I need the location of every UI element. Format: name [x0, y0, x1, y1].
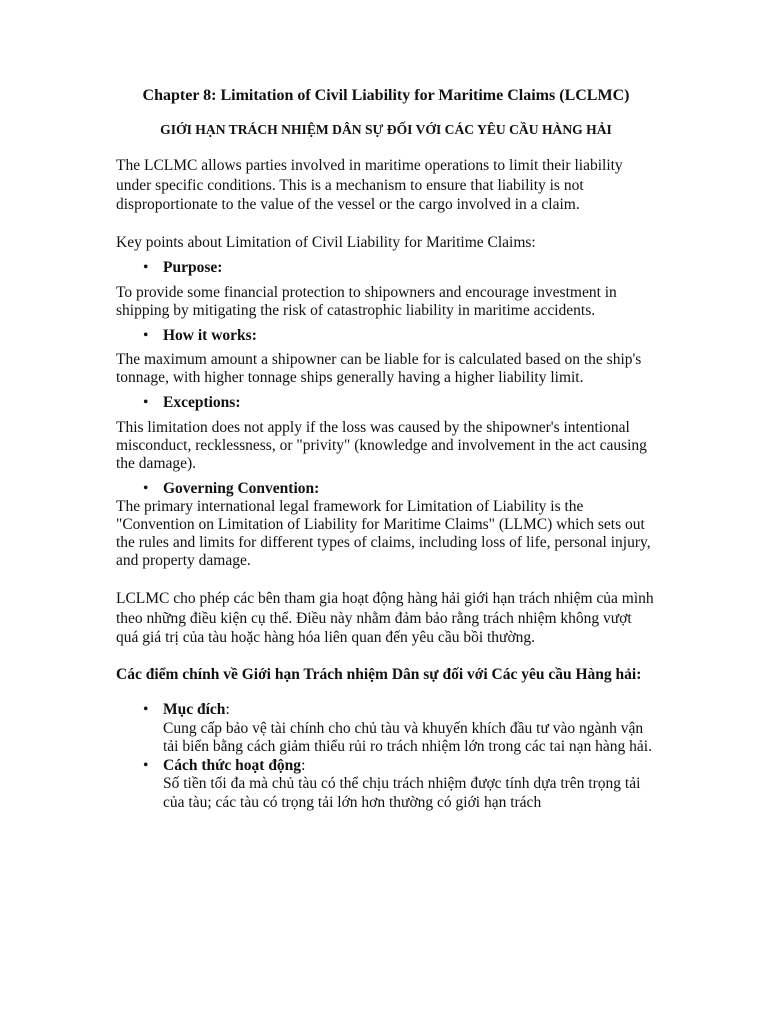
section-governing-convention-bullet	[116, 479, 656, 499]
key-points-heading: Key points about Limitation of Civil Liability for Maritime Claims:	[116, 233, 536, 251]
vn-item-body: Số tiền tối đa mà chủ tàu có thể chịu trách nhiệm được tính dựa trên trọng tải của tàu; các tàu có trọng tải lớn hơn thường có giới hạn trách	[163, 775, 641, 811]
list-item	[116, 757, 656, 813]
list-item	[116, 701, 656, 757]
section-heading: • How it works:	[116, 326, 656, 346]
vn-key-points-heading: Các điểm chính về Giới hạn Trách nhiệm Dân sự đối với Các yêu cầu Hàng hải:	[116, 665, 642, 683]
section-body: This limitation does not apply if the loss was caused by the shipowner's intentional misconduct, recklessness, or "privity" (knowledge and involvement in the act causing the damage).	[116, 418, 647, 472]
vn-intro-paragraph: LCLMC cho phép các bên tham gia hoạt động hàng hải giới hạn trách nhiệm của mình theo những điều kiện cụ thể. Điều này nhằm đảm bảo rằng trách nhiệm không vượt quá giá trị của tàu hoặc hàng hóa liên quan đến yêu cầu bồi thường.	[116, 590, 654, 646]
intro-paragraph: The LCLMC allows parties involved in maritime operations to limit their liability under specific conditions. This is a mechanism to ensure that liability is not disproportionate to the value of the vessel or the cargo involved in a claim.	[116, 157, 623, 213]
vn-list	[116, 701, 656, 812]
label-colon: :	[301, 756, 306, 774]
document-title: Chapter 8: Limitation of Civil Liability for Maritime Claims (LCLMC)	[142, 87, 630, 104]
section-how-it-works-bullet	[116, 326, 656, 346]
vn-item-label: Cách thức hoạt động	[163, 756, 302, 774]
document-page	[116, 86, 656, 812]
document-subtitle: GIỚI HẠN TRÁCH NHIỆM DÂN SỰ ĐỐI VỚI CÁC YÊU CẦU HÀNG HẢI	[160, 122, 612, 137]
section-body: To provide some financial protection to shipowners and encourage investment in shipping by mitigating the risk of catastrophic liability in maritime accidents.	[116, 283, 617, 319]
vn-item-body: Cung cấp bảo vệ tài chính cho chủ tàu và khuyến khích đầu tư vào ngành vận tải biển bằng cách giảm thiểu rủi ro trách nhiệm lớn trong các tai nạn hàng hải.	[163, 719, 652, 755]
section-body: The maximum amount a shipowner can be liable for is calculated based on the ship's tonnage, with higher tonnage ships generally having a higher liability limit.	[116, 351, 642, 386]
section-heading: • Purpose:	[116, 258, 656, 278]
section-body: The primary international legal framework for Limitation of Liability is the "Convention on Limitation of Liability for Maritime Claims" (LLMC) which sets out the rules and limits for different types of claims, including loss of life, personal injury, and property damage.	[116, 498, 651, 569]
section-exceptions-bullet	[116, 393, 656, 413]
vn-item-label: Mục đích	[163, 701, 226, 718]
section-heading: • Governing Convention:	[116, 479, 656, 499]
section-heading: • Exceptions:	[116, 393, 656, 413]
label-colon: :	[225, 701, 230, 718]
section-purpose-bullet	[116, 258, 656, 278]
